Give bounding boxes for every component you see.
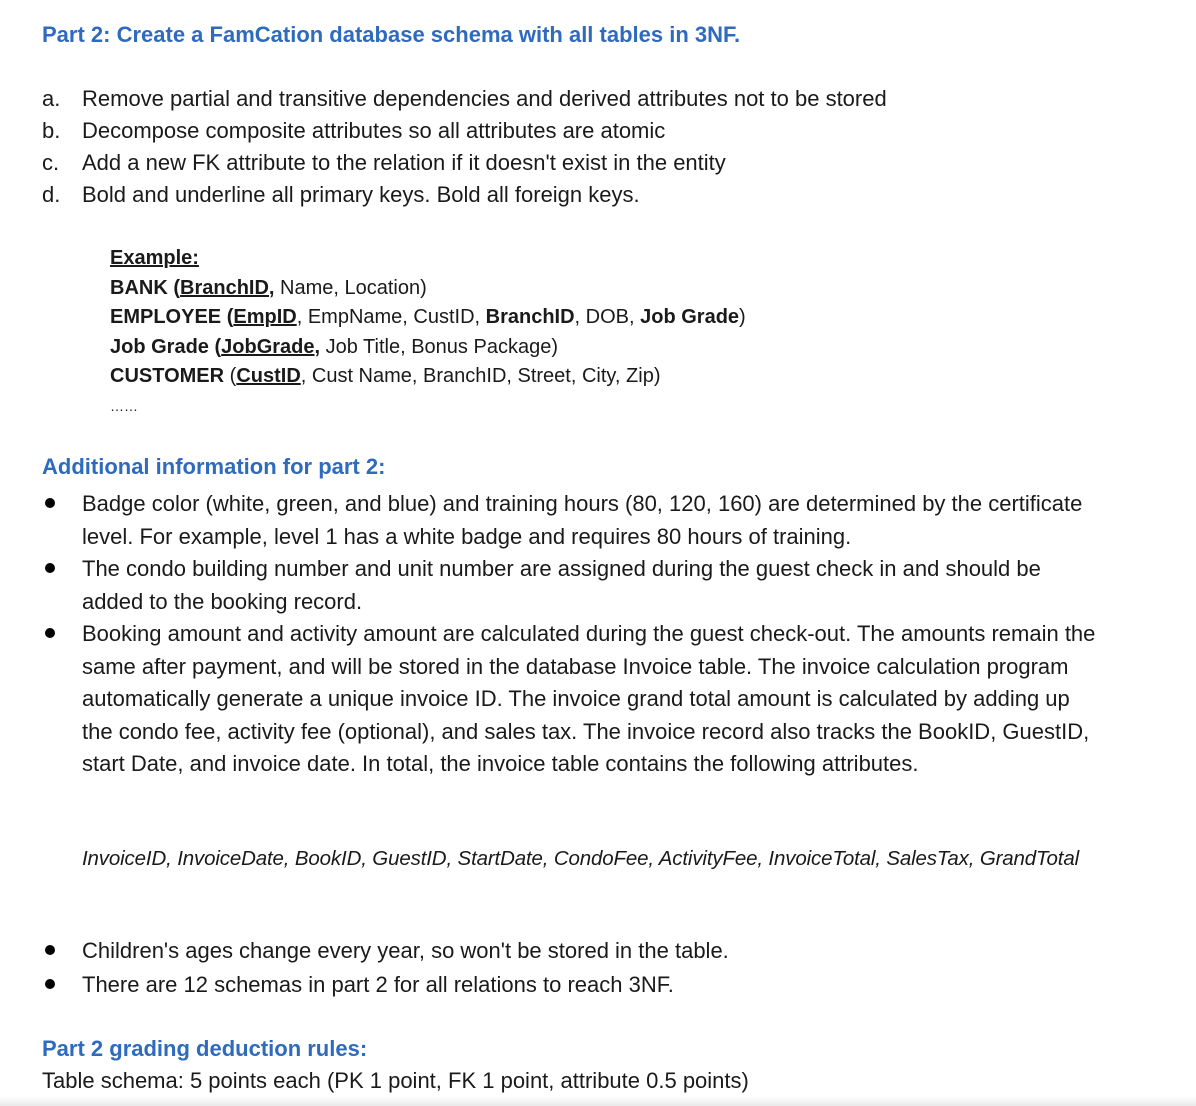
instruction-item: a. Remove partial and transitive dependencies and derived attributes not to be stored (42, 86, 887, 111)
grading-heading: Part 2 grading deduction rules: (42, 1036, 368, 1061)
bullet-item: Booking amount and activity amount are calculated during the guest check-out. The amounts remain the same after payment, and will be stored in the database Invoice table. The invoice calculation program automatically generate a unique invoice ID. The invoice grand total amount is calculated by adding up the condo fee, activity fee (optional), and sales tax. The invoice record also tracks the BookID, GuestID, start Date, and invoice date. In total, the invoice table contains the following attributes. (42, 618, 1102, 781)
bullet-icon (45, 979, 55, 989)
additional-info-heading: Additional information for part 2: (42, 454, 386, 479)
instruction-list (42, 84, 887, 212)
part2-title: Part 2: Create a FamCation database schema with all tables in 3NF. (42, 22, 741, 47)
schema-customer: CUSTOMER (CustID, Cust Name, BranchID, Street, City, Zip) (110, 365, 661, 387)
additional-bullet-list-2 (42, 934, 1142, 1002)
grading-text: Table schema: 5 points each (PK 1 point, FK 1 point, attribute 0.5 points) (42, 1068, 749, 1093)
bullet-item: Badge color (white, green, and blue) and training hours (80, 120, 160) are determined by the certificate level. For example, level 1 has a white badge and requires 80 hours of training. (42, 488, 1102, 553)
bullet-item: The condo building number and unit number are assigned during the guest check in and should be added to the booking record. (42, 553, 1102, 618)
schema-jobgrade: Job Grade (JobGrade, Job Title, Bonus Package) (110, 335, 558, 358)
bullet-icon (45, 498, 55, 508)
example-block (110, 244, 746, 421)
bullet-icon (45, 945, 55, 955)
bullet-icon (45, 628, 55, 638)
example-label: Example: (110, 247, 199, 269)
bullet-icon (45, 563, 55, 573)
example-ellipsis: …… (110, 397, 138, 414)
instruction-item: c. Add a new FK attribute to the relation if it doesn't exist in the entity (42, 150, 726, 175)
bullet-item: Children's ages change every year, so won't be stored in the table. (42, 934, 1142, 968)
schema-bank: BANK (BranchID, Name, Location) (110, 276, 427, 299)
schema-employee: EMPLOYEE (EmpID, EmpName, CustID, BranchID, DOB, Job Grade) (110, 306, 746, 328)
additional-bullet-list (42, 488, 1102, 781)
instruction-item: d. Bold and underline all primary keys. Bold all foreign keys. (42, 182, 640, 207)
page-edge (0, 1096, 1196, 1106)
instruction-item: b. Decompose composite attributes so all attributes are atomic (42, 118, 666, 143)
bullet-item: There are 12 schemas in part 2 for all relations to reach 3NF. (42, 968, 1142, 1002)
invoice-attributes: InvoiceID, InvoiceDate, BookID, GuestID, StartDate, CondoFee, ActivityFee, InvoiceTotal, SalesTax, GrandTotal (82, 847, 1079, 870)
